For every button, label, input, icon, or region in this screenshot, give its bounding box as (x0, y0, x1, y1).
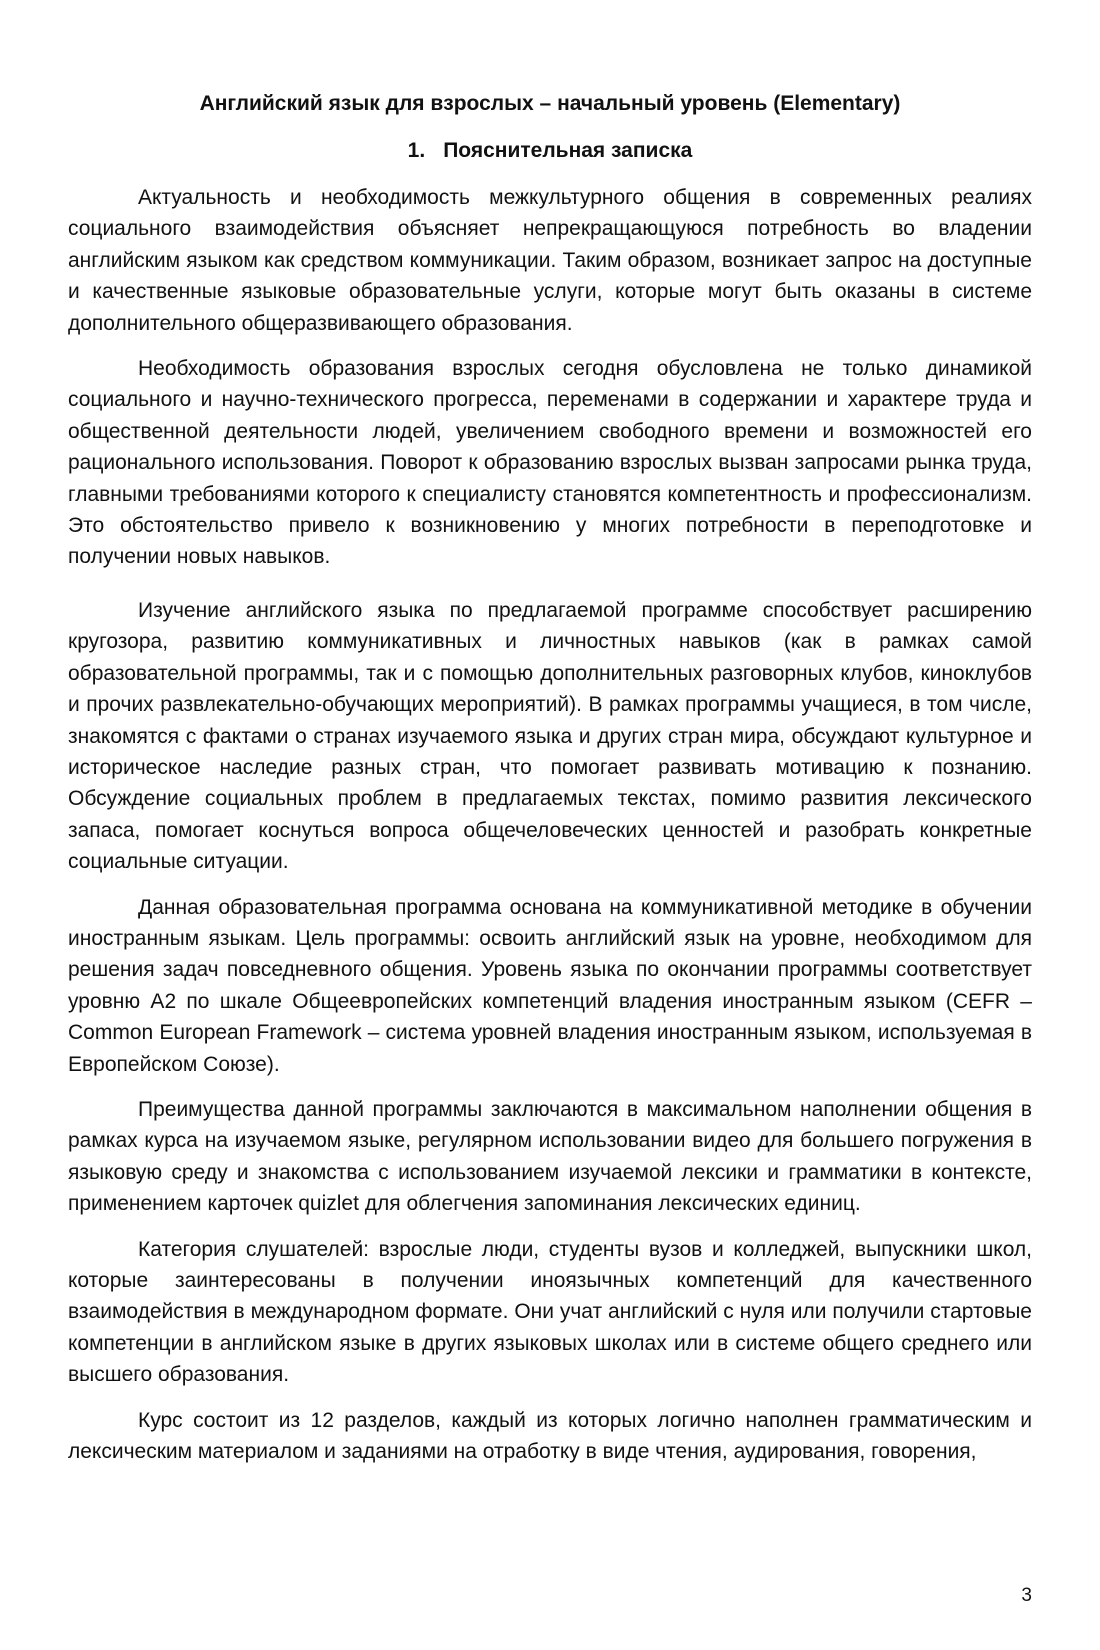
section-heading (68, 135, 1032, 167)
paragraph-course-structure: Курс состоит из 12 разделов, каждый из которых логично наполнен грамматическим и лексическим материалом и заданиями на отработку в виде чтения, аудирования, говорения, (68, 1408, 1032, 1464)
section-number: 1. (407, 139, 426, 162)
paragraph-audience: Категория слушателей: взрослые люди, студенты вузов и колледжей, выпускники школ, которые заинтересованы в получении иноязычных компетенций для качественного взаимодействия в международном формате. Они учат английский с нуля или получили стартовые компетенции в английском языке в других языковых школах или в системе общего среднего или высшего образования. (68, 1237, 1032, 1387)
document-title: Английский язык для взрослых – начальный уровень (Elementary) (199, 92, 901, 115)
section-title: Пояснительная записка (443, 139, 693, 162)
paragraph-advantages: Преимущества данной программы заключаются в максимальном наполнении общения в рамках курса на изучаемом языке, регулярном использовании видео для большего погружения в языковую среду и знакомства с использованием изучаемой лексики и грамматики в контексте, применением карточек quizlet для облегчения запоминания лексических единиц. (68, 1097, 1032, 1216)
paragraph-adult-education: Необходимость образования взрослых сегодня обусловлена не только динамикой социального и научно-технического прогресса, переменами в содержании и характере труда и общественной деятельности людей, увеличением свободного времени и возможностей его рационального использования. Поворот к образованию взрослых вызван запросами рынка труда, главными требованиями которого к специалисту становятся компетентность и профессионализм. Это обстоятельство привело к возникновению у многих потребности в переподготовке и получении новых навыков. (68, 357, 1032, 569)
paragraph-program-benefits: Изучение английского языка по предлагаемой программе способствует расширению кругозора, развитию коммуникативных и личностных навыков (как в рамках самой образовательной программы, так и с помощью дополнительных разговорных клубов, киноклубов и прочих развлекательно-обучающих мероприятий). В рамках программы учащиеся, в том числе, знакомятся с фактами о странах изучаемого языка и других стран мира, обсуждают культурное и историческое наследие разных стран, что помогает развивать мотивацию к познанию. Обсуждение социальных проблем в предлагаемых текстах, помимо развития лексического запаса, помогает коснуться вопроса общечеловеческих ценностей и разобрать конкретные социальные ситуации. (68, 598, 1032, 874)
paragraph-relevance: Актуальность и необходимость межкультурного общения в современных реалиях социального взаимодействия объясняет непрекращающуюся потребность во владении английским языком как средством коммуникации. Таким образом, возникает запрос на доступные и качественные языковые образовательные услуги, которые могут быть оказаны в системе дополнительного общеразвивающего образования. (68, 186, 1032, 335)
page-number: 3 (1021, 1585, 1032, 1606)
paragraph-program-goal: Данная образовательная программа основана на коммуникативной методике в обучении иностранным языкам. Цель программы: освоить английский язык на уровне, необходимом для решения задач повседневного общения. Уровень языка по окончании программы соответствует уровню А2 по шкале Общеевропейских компетенций владения иностранным языком (CEFR – Common European Framework – система уровней владения иностранным языком, используемая в Европейском Союзе). (68, 895, 1032, 1076)
